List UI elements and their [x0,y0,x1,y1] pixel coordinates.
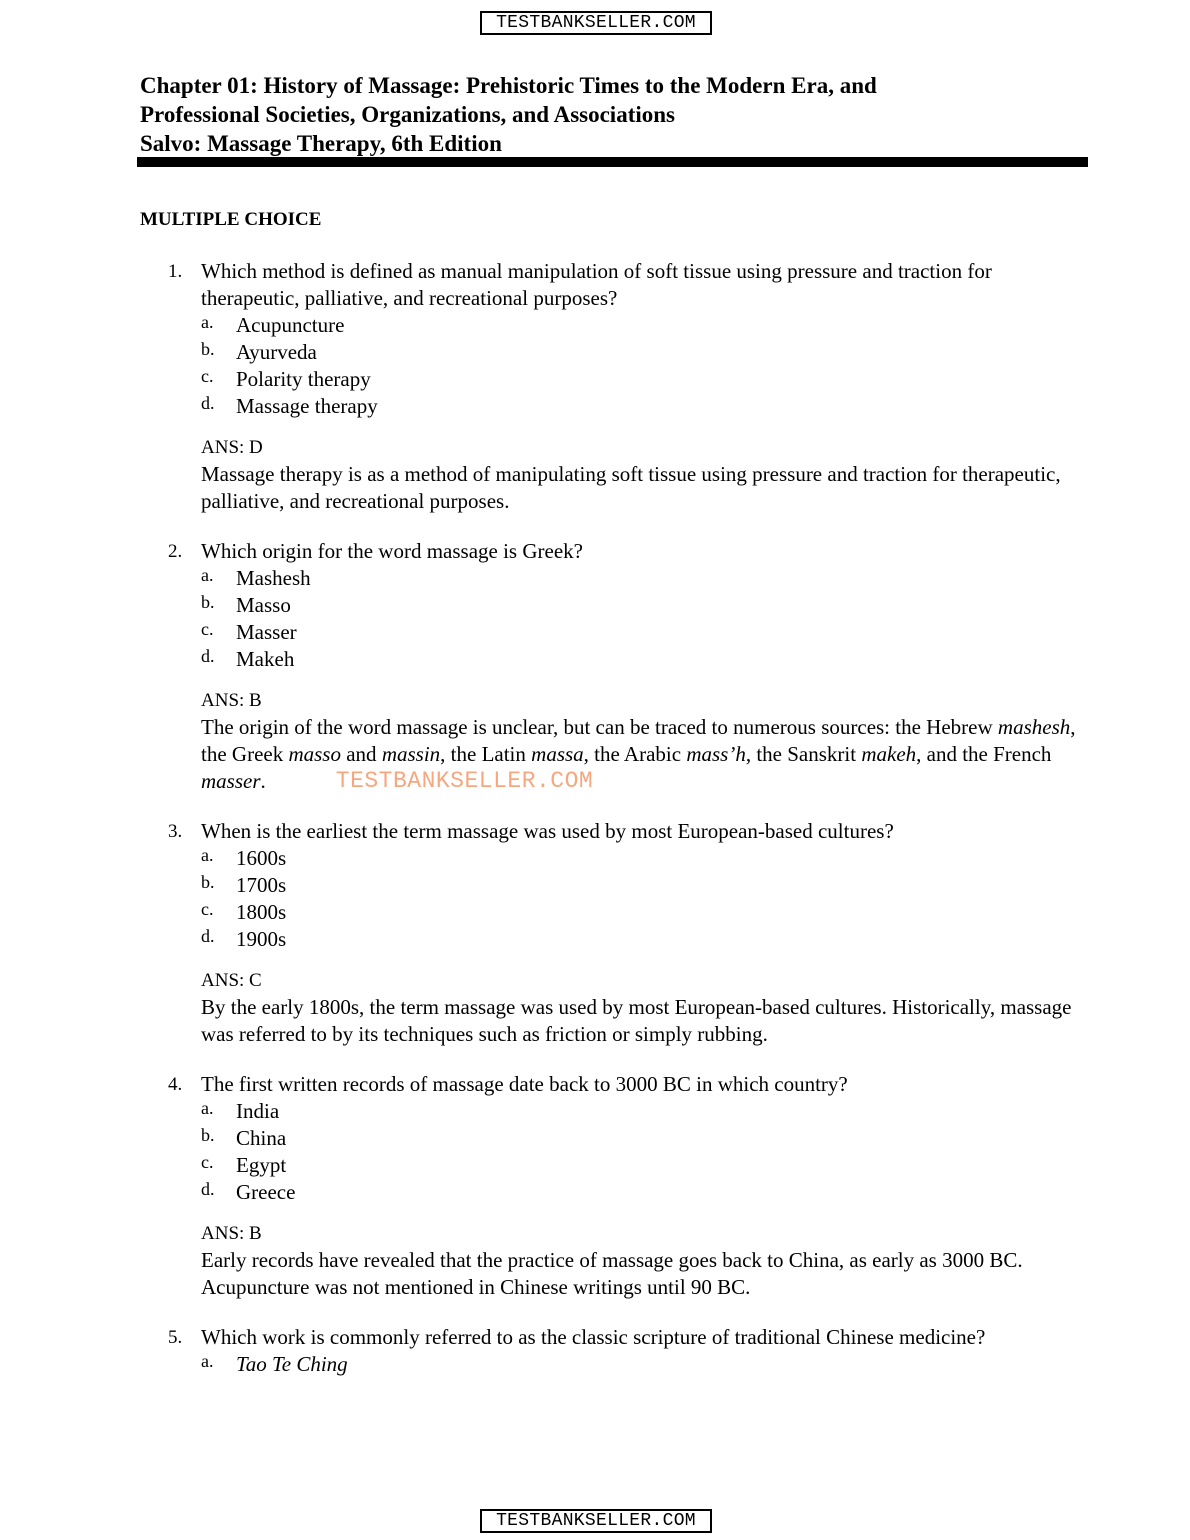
option [201,1125,1088,1152]
explanation: Early records have revealed that the practice of massage goes back to China, as early as 3000 BC. Acupuncture was not mentioned in Chinese writings until 90 BC. [201,1248,1023,1299]
option-letter: d. [201,926,215,946]
explanation-text: , and the French [916,742,1052,766]
option [201,366,1088,393]
question-number: 3. [168,821,183,842]
option-letter: a. [201,312,214,332]
option-letter: b. [201,339,215,359]
option [201,393,1088,420]
heading-line-3: Salvo: Massage Therapy, 6th Edition [140,131,502,156]
explanation-text: , the Latin [440,742,532,766]
option [201,1152,1088,1179]
option [201,592,1088,619]
option-letter: d. [201,393,215,413]
option-letter: c. [201,899,214,919]
option-letter: a. [201,565,214,585]
option-text: Makeh [236,647,295,671]
watermark-footer: TESTBANKSELLER.COM [480,1509,712,1533]
question-number: 1. [168,261,183,282]
option-letter: b. [201,592,215,612]
option-text: Greece [236,1180,296,1204]
option-letter: c. [201,366,214,386]
heading-line-1: Chapter 01: History of Massage: Prehistoric Times to the Modern Era, and [140,73,877,98]
chapter-heading [140,71,877,158]
question-number: 4. [168,1074,183,1095]
option-text: China [236,1126,287,1150]
explanation-term: mass’h [686,742,746,766]
option-text: Acupuncture [236,313,345,337]
option-letter: a. [201,1098,214,1118]
question-4 [168,1071,1088,1301]
answer: ANS: D [201,437,263,458]
option [201,1098,1088,1125]
option-letter: b. [201,872,215,892]
option [201,1179,1088,1206]
watermark-overlay: TESTBANKSELLER.COM [335,768,594,794]
option-letter: a. [201,1351,214,1371]
explanation-term: massin [381,742,441,766]
question-text: Which work is commonly referred to as the classic scripture of traditional Chinese medicine? [201,1325,986,1349]
section-title: MULTIPLE CHOICE [140,209,322,230]
option [201,899,1088,926]
answer: ANS: C [201,970,262,991]
option-text: Tao Te Ching [236,1352,348,1376]
option-text: 1700s [236,873,287,897]
explanation-text: , the Greek [201,715,1076,766]
option-text: Mashesh [236,566,311,590]
explanation-term: masser [201,769,261,793]
option-letter: a. [201,845,214,865]
explanation-text: and [340,742,382,766]
question-3 [168,818,1088,1048]
heading-line-2: Professional Societies, Organizations, and Associations [140,102,675,127]
question-2 [168,538,1088,795]
explanation-text: . [260,769,266,793]
option [201,926,1088,953]
question-5 [168,1324,1088,1378]
explanation-term: mashesh [997,715,1071,739]
explanation [201,714,1088,795]
option-text: Masso [236,593,291,617]
watermark-header: TESTBANKSELLER.COM [480,11,712,35]
option-text: Ayurveda [236,340,317,364]
option [201,1351,1088,1378]
option-letter: c. [201,1152,214,1172]
option-letter: b. [201,1125,215,1145]
explanation: Massage therapy is as a method of manipulating soft tissue using pressure and traction for therapeutic, palliative, and recreational purposes. [201,462,1061,513]
answer: ANS: B [201,1223,262,1244]
option [201,619,1088,646]
option-text: Egypt [236,1153,287,1177]
explanation-text: , the Arabic [583,742,687,766]
explanation-term: makeh [861,742,917,766]
option [201,312,1088,339]
option-text: India [236,1099,280,1123]
option-letter: d. [201,646,215,666]
heading-rule [137,157,1088,167]
option [201,872,1088,899]
question-number: 2. [168,541,183,562]
question-text: Which origin for the word massage is Greek? [201,539,583,563]
question-text: The first written records of massage date back to 3000 BC in which country? [201,1072,848,1096]
question-list [168,258,1088,1401]
option [201,565,1088,592]
option [201,339,1088,366]
explanation-term: massa [531,742,584,766]
question-number: 5. [168,1327,183,1348]
explanation: By the early 1800s, the term massage was used by most European-based cultures. Historically, massage was referred to by its techniques such as friction or simply rubbing. [201,995,1072,1046]
option [201,845,1088,872]
option-text: Massage therapy [236,394,378,418]
option-text: 1600s [236,846,287,870]
option-text: 1900s [236,927,287,951]
option-text: Masser [236,620,297,644]
question-1 [168,258,1088,515]
explanation-text: The origin of the word massage is unclear, but can be traced to numerous sources: the Hebrew [201,715,998,739]
question-text: Which method is defined as manual manipulation of soft tissue using pressure and traction for therapeutic, palliative, and recreational purposes? [201,259,992,310]
option-letter: c. [201,619,214,639]
explanation-text: , the Sanskrit [745,742,862,766]
option [201,646,1088,673]
option-letter: d. [201,1179,215,1199]
explanation-term: masso [288,742,341,766]
question-text: When is the earliest the term massage was used by most European-based cultures? [201,819,894,843]
answer: ANS: B [201,690,262,711]
option-text: Polarity therapy [236,367,371,391]
option-text: 1800s [236,900,287,924]
